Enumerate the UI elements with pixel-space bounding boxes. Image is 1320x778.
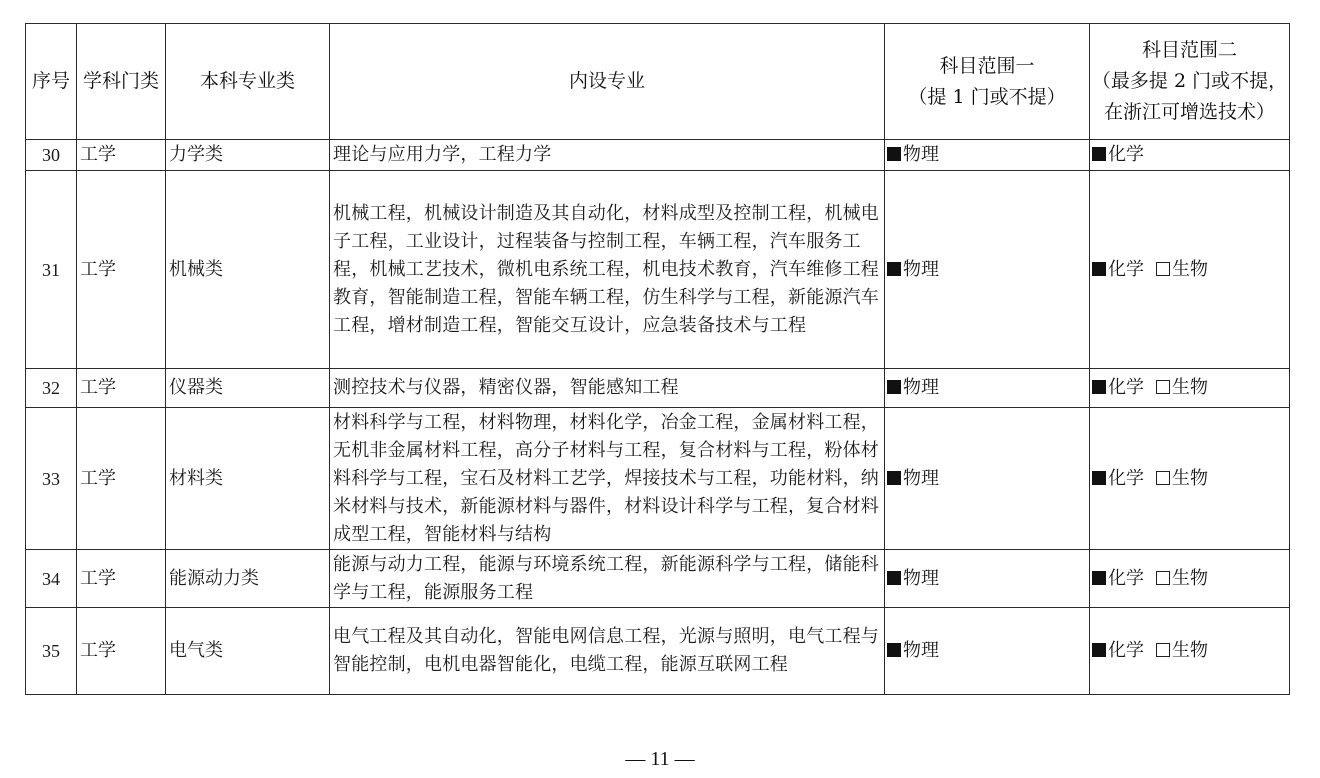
row-majors: 理论与应用力学，工程力学 — [330, 140, 885, 171]
header-range-2-note-2: 在浙江可增选技术） — [1103, 101, 1275, 123]
table-row — [26, 369, 1290, 408]
filled-checkbox-icon — [1092, 380, 1106, 394]
subject-label: 物理 — [903, 640, 939, 661]
subject-label: 化学 — [1108, 144, 1144, 165]
filled-checkbox-icon — [1092, 471, 1106, 485]
subject-label: 物理 — [903, 567, 939, 589]
row-range-1 — [885, 408, 1090, 550]
row-range-2 — [1090, 608, 1290, 695]
subject-label: 化学 — [1108, 258, 1144, 280]
header-range-1-note: （提 1 门或不提） — [908, 85, 1066, 108]
row-no: 31 — [26, 171, 77, 369]
header-range-1-title: 科目范围一 — [939, 54, 1035, 77]
subject-label: 生物 — [1172, 467, 1208, 489]
row-range-1 — [885, 608, 1090, 695]
row-range-2 — [1090, 408, 1290, 550]
row-majors: 机械工程，机械设计制造及其自动化，材料成型及控制工程，机械电子工程，工业设计，过程装备与控制工程，车辆工程，汽车服务工程，机械工艺技术，微机电系统工程，机电技术教育，汽车维修工程教育，智能制造工程，智能车辆工程，仿生科学与工程，新能源汽车工程，增材制造工程，智能交互设计，应急装备技术与工程 — [330, 171, 885, 369]
row-category: 工学 — [77, 408, 166, 550]
header-range-2-title: 科目范围二 — [1141, 39, 1237, 61]
row-range-1 — [885, 140, 1090, 171]
subject-label: 化学 — [1108, 377, 1144, 398]
row-category: 工学 — [77, 171, 166, 369]
row-category: 工学 — [77, 369, 166, 408]
row-range-2 — [1090, 140, 1290, 171]
row-no: 32 — [26, 369, 77, 408]
row-major-class: 仪器类 — [166, 369, 330, 408]
header-no: 序号 — [26, 24, 77, 140]
subject-requirements-table-container — [25, 23, 1289, 695]
empty-checkbox-icon — [1156, 643, 1170, 657]
empty-checkbox-icon — [1156, 380, 1170, 394]
row-range-2 — [1090, 369, 1290, 408]
row-major-class: 力学类 — [166, 140, 330, 171]
subject-label: 物理 — [903, 377, 939, 398]
filled-checkbox-icon — [887, 471, 901, 485]
filled-checkbox-icon — [887, 571, 901, 585]
filled-checkbox-icon — [887, 380, 901, 394]
row-major-class: 机械类 — [166, 171, 330, 369]
row-range-2 — [1090, 550, 1290, 608]
subject-label: 生物 — [1172, 258, 1208, 280]
table-row — [26, 408, 1290, 550]
row-no: 33 — [26, 408, 77, 550]
filled-checkbox-icon — [887, 643, 901, 657]
subject-label: 物理 — [903, 258, 939, 280]
row-no: 35 — [26, 608, 77, 695]
table-row — [26, 140, 1290, 171]
row-no: 30 — [26, 140, 77, 171]
table-header-row — [26, 24, 1290, 140]
header-majors: 内设专业 — [330, 24, 885, 140]
row-category: 工学 — [77, 608, 166, 695]
row-majors: 电气工程及其自动化，智能电网信息工程，光源与照明，电气工程与智能控制，电机电器智能化，电缆工程，能源互联网工程 — [330, 608, 885, 695]
subject-label: 化学 — [1108, 467, 1144, 489]
row-majors: 材料科学与工程，材料物理，材料化学，冶金工程，金属材料工程，无机非金属材料工程，高分子材料与工程，复合材料与工程，粉体材料科学与工程，宝石及材料工艺学，焊接技术与工程，功能材料，纳米材料与技术，新能源材料与器件，材料设计科学与工程，复合材料成型工程，智能材料与结构 — [330, 408, 885, 550]
table-row — [26, 608, 1290, 695]
row-category: 工学 — [77, 140, 166, 171]
table-row — [26, 550, 1290, 608]
row-majors: 测控技术与仪器，精密仪器，智能感知工程 — [330, 369, 885, 408]
row-range-1 — [885, 369, 1090, 408]
subject-label: 生物 — [1172, 377, 1208, 398]
row-majors: 能源与动力工程，能源与环境系统工程，新能源科学与工程，储能科学与工程，能源服务工程 — [330, 550, 885, 608]
row-range-1 — [885, 550, 1090, 608]
row-range-1 — [885, 171, 1090, 369]
subject-label: 物理 — [903, 144, 939, 165]
filled-checkbox-icon — [1092, 571, 1106, 585]
subject-label: 物理 — [903, 467, 939, 489]
filled-checkbox-icon — [1092, 643, 1106, 657]
header-category: 学科门类 — [77, 24, 166, 140]
subject-label: 生物 — [1172, 567, 1208, 589]
row-range-2 — [1090, 171, 1290, 369]
row-major-class: 电气类 — [166, 608, 330, 695]
subject-label: 生物 — [1172, 640, 1208, 661]
filled-checkbox-icon — [887, 262, 901, 276]
filled-checkbox-icon — [1092, 147, 1106, 161]
page-number: — 11 — — [625, 748, 695, 770]
empty-checkbox-icon — [1156, 571, 1170, 585]
filled-checkbox-icon — [1092, 262, 1106, 276]
subject-label: 化学 — [1108, 567, 1144, 589]
empty-checkbox-icon — [1156, 471, 1170, 485]
subject-requirements-table — [25, 23, 1290, 695]
table-row — [26, 171, 1290, 369]
filled-checkbox-icon — [887, 147, 901, 161]
empty-checkbox-icon — [1156, 262, 1170, 276]
row-major-class: 能源动力类 — [166, 550, 330, 608]
header-range-2 — [1090, 24, 1290, 140]
subject-label: 化学 — [1108, 640, 1144, 661]
header-major-class: 本科专业类 — [166, 24, 330, 140]
header-range-1 — [885, 24, 1090, 140]
header-range-2-note-1: （最多提 2 门或不提， — [1091, 70, 1288, 92]
row-major-class: 材料类 — [166, 408, 330, 550]
row-category: 工学 — [77, 550, 166, 608]
row-no: 34 — [26, 550, 77, 608]
